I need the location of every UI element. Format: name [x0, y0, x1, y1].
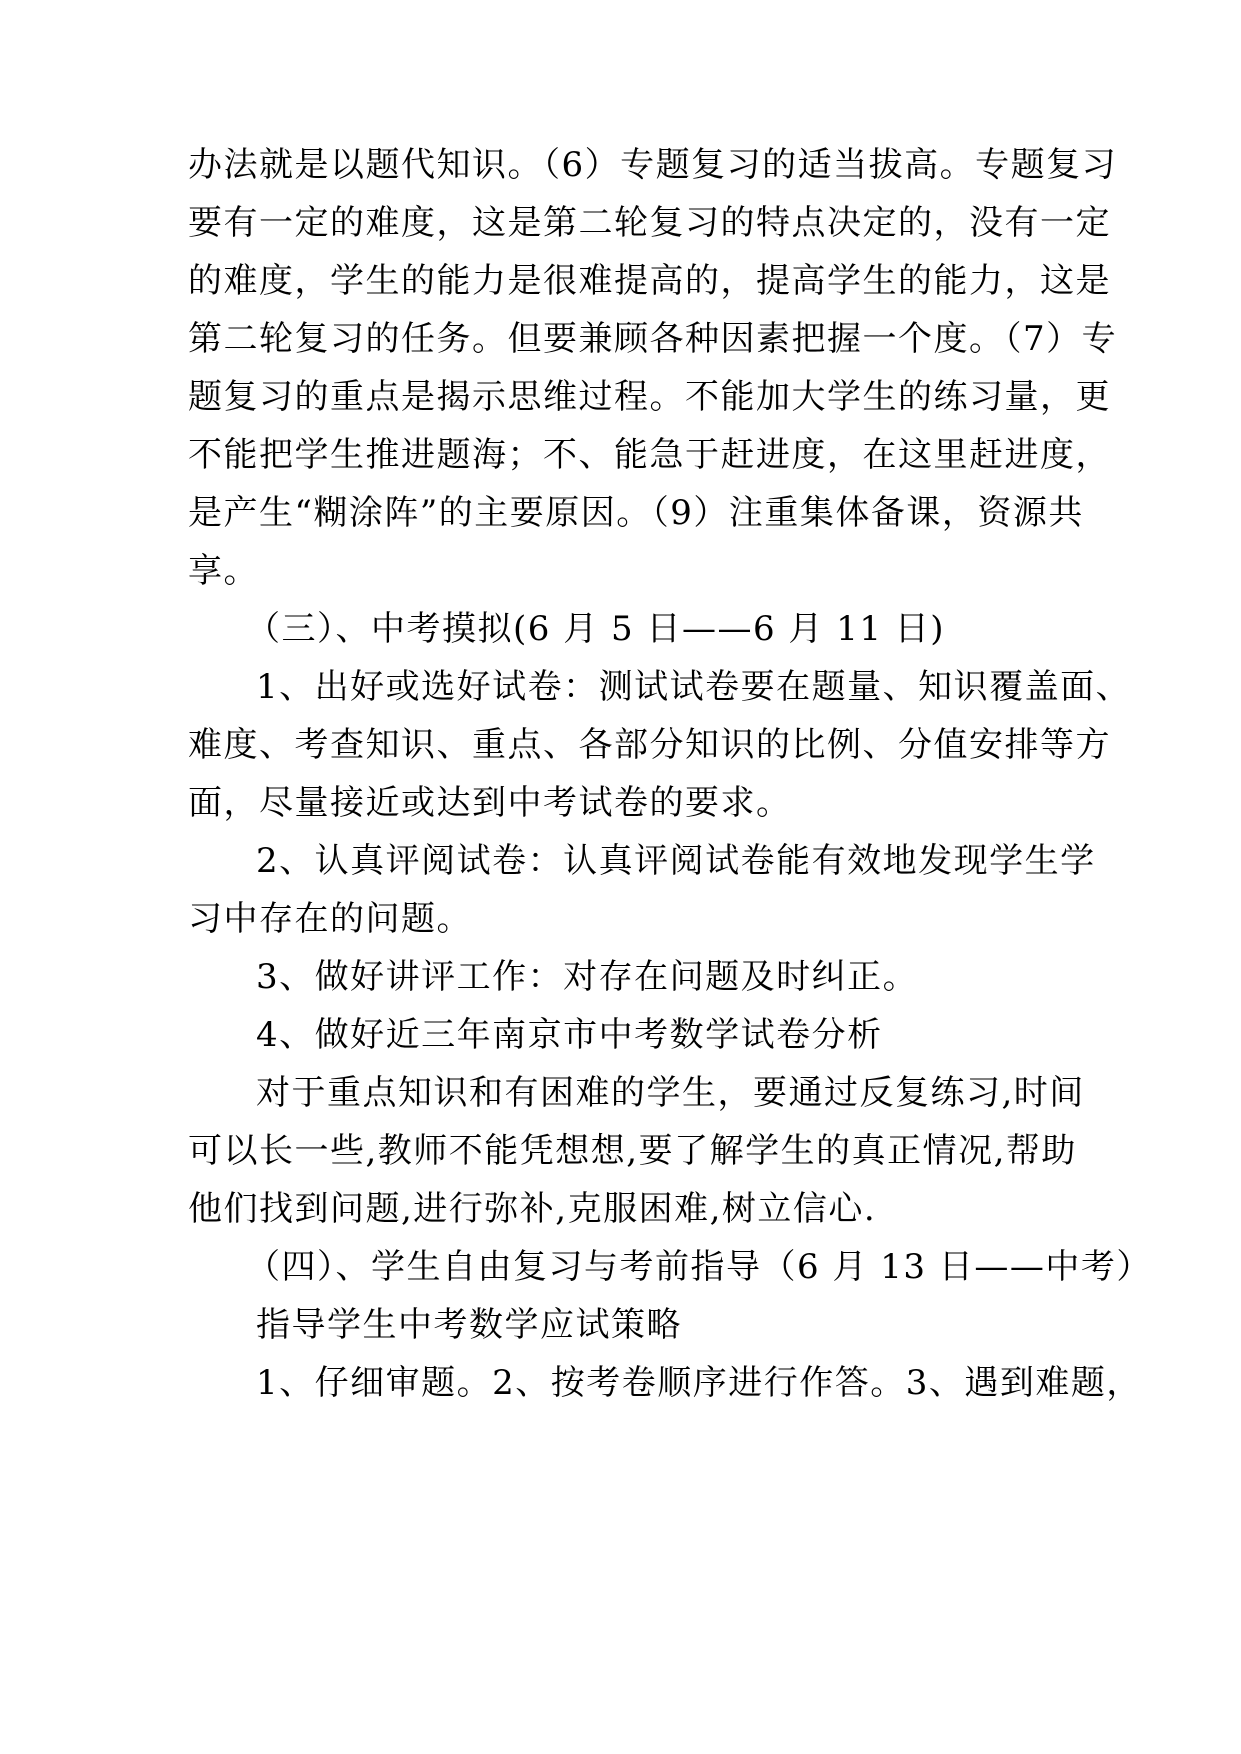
text-line-4: 第二轮复习的任务。但要兼顾各种因素把握一个度。（7）专 — [188, 319, 1118, 359]
text-line-1: 办法就是以题代知识。（6）专题复习的适当拔高。专题复习 — [188, 145, 1118, 185]
text-line-11: 难度、考查知识、重点、各部分知识的比例、分值安排等方 — [188, 725, 1111, 765]
text-line-14: 习中存在的问题。 — [188, 899, 472, 939]
section-heading-3: （三）、中考摸拟(6 月 5 日——6 月 11 日) — [246, 609, 946, 649]
section-heading-4: （四）、学生自由复习与考前指导（6 月 13 日——中考） — [246, 1247, 1152, 1287]
text-line-8: 享。 — [188, 551, 259, 591]
text-line-2: 要有一定的难度，这是第二轮复习的特点决定的，没有一定 — [188, 203, 1111, 243]
text-line-3: 的难度，学生的能力是很难提高的，提高学生的能力，这是 — [188, 261, 1111, 301]
text-line-6: 不能把学生推进题海；不、能急于赶进度，在这里赶进度， — [188, 435, 1111, 475]
text-line-13: 2、认真评阅试卷：认真评阅试卷能有效地发现学生学 — [256, 841, 1096, 881]
text-line-16: 4、做好近三年南京市中考数学试卷分析 — [256, 1015, 883, 1055]
text-line-21: 指导学生中考数学应试策略 — [256, 1305, 682, 1345]
text-line-19: 他们找到问题,进行弥补,克服困难,树立信心. — [188, 1189, 877, 1229]
text-line-22: 1、仔细审题。2、按考卷顺序进行作答。3、遇到难题， — [256, 1363, 1142, 1403]
text-line-15: 3、做好讲评工作：对存在问题及时纠正。 — [256, 957, 919, 997]
text-line-12: 面，尽量接近或达到中考试卷的要求。 — [188, 783, 792, 823]
text-line-5: 题复习的重点是揭示思维过程。不能加大学生的练习量，更 — [188, 377, 1111, 417]
text-line-10: 1、出好或选好试卷：测试试卷要在题量、知识覆盖面、 — [256, 667, 1132, 707]
text-line-17: 对于重点知识和有困难的学生，要通过反复练习,时间 — [256, 1073, 1085, 1113]
text-line-18: 可以长一些,教师不能凭想想,要了解学生的真正情况,帮助 — [188, 1131, 1077, 1171]
text-line-7: 是产生“糊涂阵”的主要原因。（9）注重集体备课，资源共 — [188, 493, 1084, 533]
